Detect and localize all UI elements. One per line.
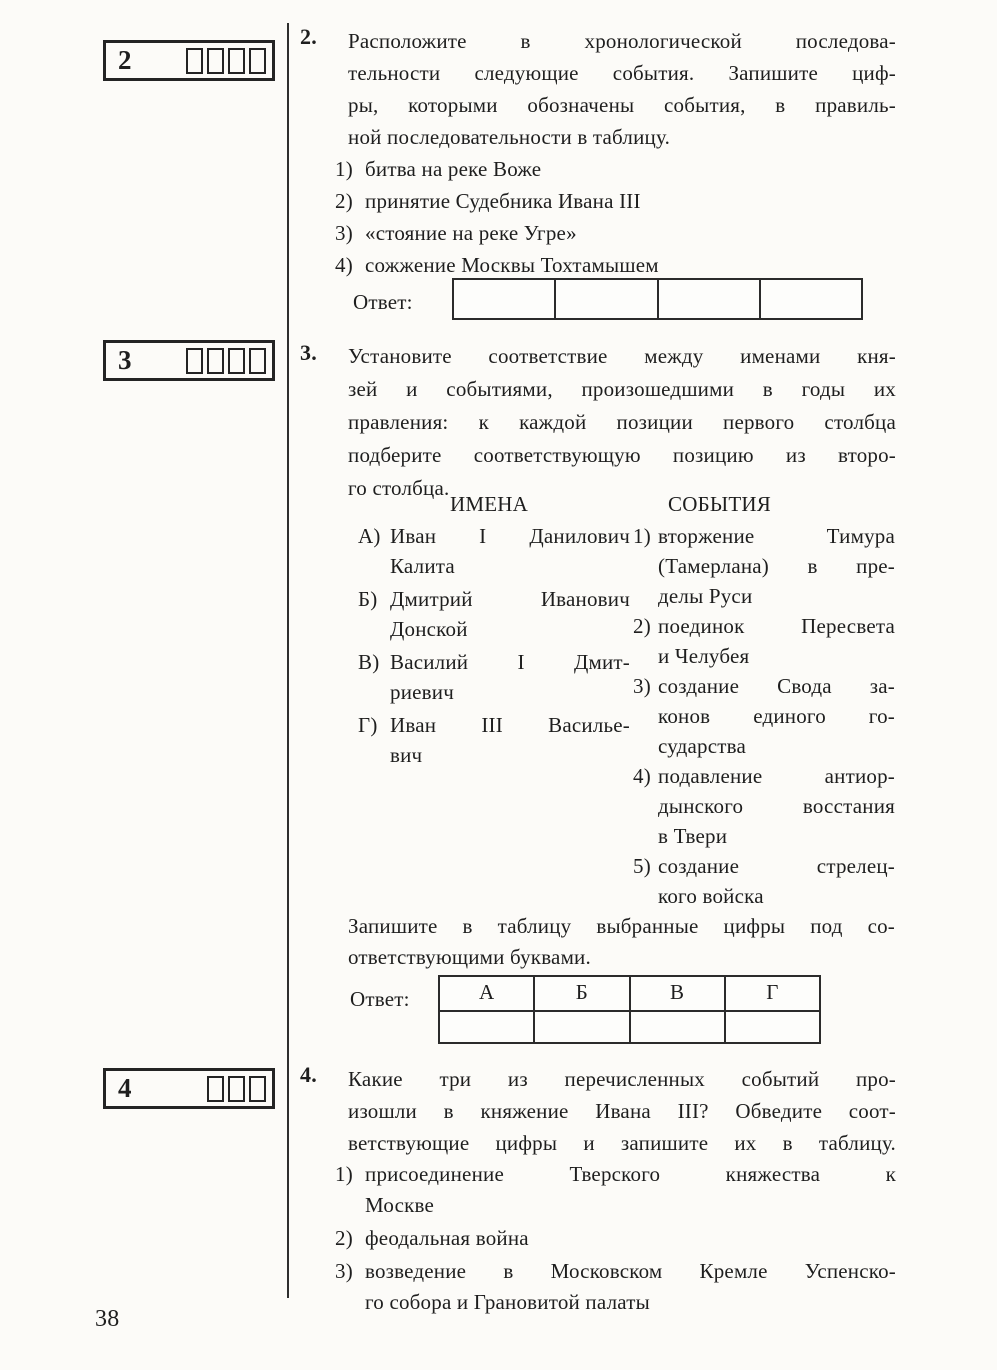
prompt-line: Какие три из перечисленных событий про- <box>348 1067 896 1091</box>
task-3 <box>300 330 896 1045</box>
answer-cell <box>724 1012 819 1042</box>
table-header-cell: А <box>478 980 495 1004</box>
question-prompt <box>348 22 896 153</box>
item-line: го собора и Грановитой палаты <box>365 1290 650 1314</box>
score-square <box>249 48 266 74</box>
item-marker: 3) <box>335 1259 353 1283</box>
score-square <box>228 1076 245 1102</box>
answer-cell <box>533 1012 628 1042</box>
item-line: кого войска <box>658 884 764 908</box>
answer-table-body-row <box>440 1010 819 1042</box>
task-3-score-squares <box>186 348 266 374</box>
question-number: 3. <box>300 340 317 365</box>
item-text <box>390 521 630 581</box>
item-marker: 3) <box>335 221 353 245</box>
task-3-note <box>348 911 895 973</box>
question-prompt <box>348 1060 896 1159</box>
matching-columns <box>300 521 896 915</box>
item-line: подавление антиор- <box>658 764 895 788</box>
item-text <box>658 851 895 911</box>
prompt-line: зей и событиями, произошедшими в годы их <box>348 377 896 401</box>
names-column-header: ИМЕНА <box>450 492 528 516</box>
item-text: битва на реке Воже <box>365 157 542 181</box>
task-3-badge-number: 3 <box>118 345 132 375</box>
list-item <box>335 185 896 217</box>
answer-cell <box>440 1012 533 1042</box>
prompt-line: подберите соответствующую позицию из второ- <box>348 443 896 467</box>
item-text <box>390 710 630 770</box>
answer-table-header-row <box>440 977 819 1010</box>
item-line: Василий I Дмит- <box>390 650 630 674</box>
match-item <box>633 761 895 851</box>
item-text: «стояние на реке Угре» <box>365 221 577 245</box>
item-line: Иван I Данилович <box>390 524 630 548</box>
match-item <box>358 647 630 707</box>
item-line: Дмитрий Иванович <box>390 587 630 611</box>
note-line: Запишите в таблицу выбранные цифры под со- <box>348 914 895 938</box>
item-line: (Тамерлана) в пре- <box>658 554 895 578</box>
task-2-score-squares <box>186 48 266 74</box>
note-line: ответствующими буквами. <box>348 945 591 969</box>
prompt-line: правления: к каждой позиции первого столбца <box>348 410 896 434</box>
answer-label: Ответ: <box>353 290 413 314</box>
score-square <box>228 348 245 374</box>
item-text: принятие Судебника Ивана III <box>365 189 641 213</box>
item-line: вич <box>390 743 423 767</box>
task-2-options <box>335 153 896 281</box>
prompt-line: го столбца. <box>348 476 450 500</box>
task-2-margin-badge <box>103 40 275 81</box>
item-line: сударства <box>658 734 746 758</box>
item-marker: 3) <box>633 674 651 698</box>
answer-cell <box>759 280 861 318</box>
item-text <box>390 647 630 707</box>
item-text <box>658 521 895 611</box>
table-header-cell: Г <box>724 977 819 1010</box>
task-4-badge-number: 4 <box>118 1073 132 1103</box>
item-line: дынского восстания <box>658 794 895 818</box>
answer-cell <box>629 1012 724 1042</box>
item-line: и Челубея <box>658 644 750 668</box>
prompt-line: тельности следующие события. Запишите циф- <box>348 61 896 85</box>
list-item <box>335 1159 896 1221</box>
list-item <box>335 1256 896 1318</box>
item-line: Донской <box>390 617 468 641</box>
match-item <box>358 710 630 770</box>
item-marker: В) <box>358 650 380 674</box>
item-line: риевич <box>390 680 454 704</box>
prompt-line: ной последовательности в таблицу. <box>348 125 671 149</box>
item-line: Иван III Василье- <box>390 713 630 737</box>
item-marker: 4) <box>335 253 353 277</box>
item-text <box>365 1256 896 1318</box>
answer-cell <box>657 280 759 318</box>
item-text: сожжение Москвы Тохтамышем <box>365 253 659 277</box>
list-item <box>335 1223 896 1254</box>
events-column <box>633 521 895 911</box>
score-square <box>207 1076 224 1102</box>
list-item <box>335 217 896 249</box>
score-square <box>228 48 245 74</box>
answer-cell <box>454 280 554 318</box>
item-text <box>365 1159 896 1221</box>
item-line: Калита <box>390 554 455 578</box>
score-square <box>207 348 224 374</box>
question-number: 4. <box>300 1062 317 1087</box>
question-prompt <box>348 338 896 505</box>
item-marker: Б) <box>358 587 378 611</box>
item-line: создание стрелец- <box>658 854 895 878</box>
item-marker: А) <box>358 524 381 548</box>
item-text <box>658 611 895 671</box>
match-item <box>633 851 895 911</box>
names-column <box>358 521 630 773</box>
task-4-margin-badge <box>103 1068 275 1109</box>
item-line: создание Свода за- <box>658 674 895 698</box>
match-item <box>358 584 630 644</box>
item-line: Москве <box>365 1193 435 1217</box>
task-4 <box>300 1060 896 1320</box>
item-line: делы Руси <box>658 584 753 608</box>
match-item <box>633 611 895 671</box>
item-marker: 2) <box>335 189 353 213</box>
task-2-answer-table <box>452 278 863 320</box>
item-marker: 1) <box>335 1162 353 1186</box>
answer-label: Ответ: <box>350 987 410 1011</box>
table-header-cell: Б <box>533 977 628 1010</box>
item-marker: 2) <box>633 614 651 638</box>
item-text <box>390 584 630 644</box>
prompt-line: изошли в княжение Ивана III? Обведите соот- <box>348 1099 896 1123</box>
item-text <box>658 671 895 761</box>
prompt-line: ры, которыми обозначены события, в правиль- <box>348 93 896 117</box>
task-2-badge-number: 2 <box>118 45 132 75</box>
prompt-line: Установите соответствие между именами кня- <box>348 344 896 368</box>
item-line: поединок Пересвета <box>658 614 895 638</box>
question-number: 2. <box>300 24 317 49</box>
list-item <box>335 153 896 185</box>
match-item <box>633 521 895 611</box>
item-line: конов единого го- <box>658 704 895 728</box>
margin-divider-rule <box>287 23 289 1298</box>
item-text <box>658 761 895 851</box>
item-line: в Твери <box>658 824 728 848</box>
score-square <box>207 48 224 74</box>
score-square <box>249 1076 266 1102</box>
score-square <box>186 348 203 374</box>
item-line: присоединение Тверского княжества к <box>365 1162 896 1186</box>
match-item <box>633 671 895 761</box>
item-line: феодальная война <box>365 1226 529 1250</box>
task-3-margin-badge <box>103 340 275 381</box>
item-marker: 2) <box>335 1226 353 1250</box>
task-4-score-squares <box>207 1076 266 1102</box>
score-square <box>249 348 266 374</box>
prompt-line: Расположите в хронологической последова- <box>348 29 896 53</box>
item-text <box>365 1223 896 1254</box>
task-3-answer-row <box>300 975 896 1045</box>
item-marker: 5) <box>633 854 651 878</box>
task-2 <box>300 22 896 328</box>
answer-cell <box>554 280 656 318</box>
list-item <box>335 249 896 281</box>
item-line: вторжение Тимура <box>658 524 895 548</box>
score-square <box>186 48 203 74</box>
page-number: 38 <box>95 1306 120 1332</box>
events-column-header: СОБЫТИЯ <box>668 492 771 516</box>
match-item <box>358 521 630 581</box>
prompt-line: ветствующие цифры и запишите их в таблицу. <box>348 1131 896 1155</box>
task-4-options <box>335 1159 896 1318</box>
item-marker: 1) <box>633 524 651 548</box>
item-marker: Г) <box>358 713 378 737</box>
item-marker: 1) <box>335 157 353 181</box>
item-marker: 4) <box>633 764 651 788</box>
item-line: возведение в Московском Кремле Успенско- <box>365 1259 896 1283</box>
table-header-cell: В <box>629 977 724 1010</box>
task-3-answer-table <box>438 975 821 1044</box>
task-2-answer-row <box>300 278 896 328</box>
